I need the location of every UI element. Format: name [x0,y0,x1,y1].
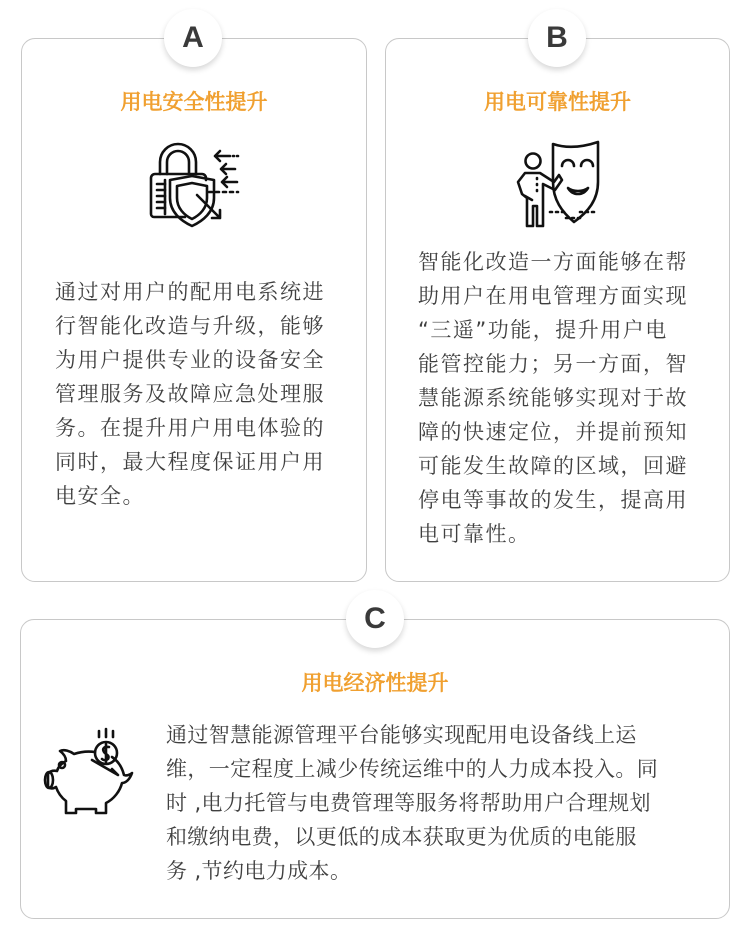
text-line: 同时，最大程度保证用户用 [55,450,325,474]
text-line: 时 ,电力托管与电费管理等服务将帮助用户合理规划 [166,791,651,815]
text-line: 电可靠性。 [418,522,531,546]
card-title-economy: 用电经济性提升 [301,671,449,695]
person-theater-mask-icon [510,138,605,230]
text-line: 慧能源系统能够实现对于故 [418,386,688,410]
text-line: 务。在提升用户用电体验的 [55,416,325,440]
text-line: 维，一定程度上减少传统运维中的人力成本投入。同 [166,757,659,781]
text-line: “三遥”功能，提升用户电 [418,318,668,342]
text-line: 务 ,节约电力成本。 [166,859,352,883]
text-line: 停电等事故的发生，提高用 [418,488,688,512]
card-body-reliability [418,245,710,551]
text-line: 电安全。 [55,484,145,508]
card-title-reliability: 用电可靠性提升 [484,90,631,114]
badge-b: B [528,9,586,67]
text-line: 行智能化改造与升级，能够 [55,314,325,338]
card-title-safety: 用电安全性提升 [120,90,268,114]
card-body-safety [55,275,345,513]
text-line: 智能化改造一方面能够在帮 [418,250,688,274]
text-line: 管理服务及故障应急处理服 [55,382,325,406]
text-line: 通过智慧能源管理平台能够实现配用电设备线上运 [166,723,637,747]
text-line: 助用户在用电管理方面实现 [418,284,688,308]
text-line: 通过对用户的配用电系统进 [55,280,325,304]
text-line: 障的快速定位，并提前预知 [418,420,688,444]
padlock-shield-icon [145,138,240,230]
text-line: 为用户提供专业的设备安全 [55,348,325,372]
text-line: 和缴纳电费，以更低的成本获取更为优质的电能服 [166,825,637,849]
text-line: 能管控能力；另一方面，智 [418,352,688,376]
piggy-bank-coin-icon [40,725,145,830]
text-line: 可能发生故障的区域，回避 [418,454,688,478]
card-body-economy [166,718,716,888]
badge-a: A [164,9,222,67]
badge-c: C [346,590,404,648]
